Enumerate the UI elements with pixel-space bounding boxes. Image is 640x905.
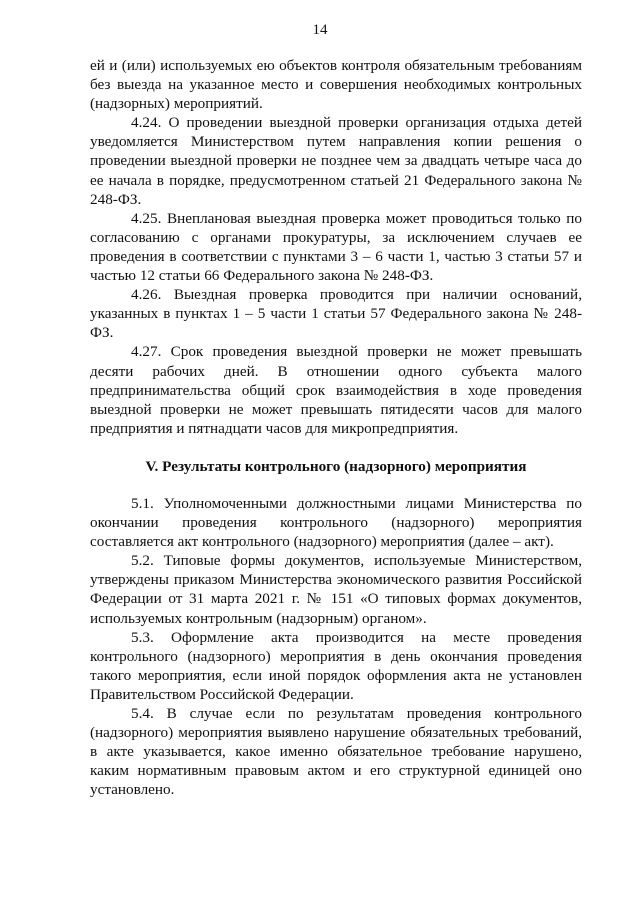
paragraph-5-2: 5.2. Типовые формы документов, используемые Министерством, утверждены приказом Министерства экономического развития Российской Федерации от 31 марта 2021 г. № 151 «О типовых формах документов, используемых контрольным (надзорным) органом». (90, 552, 582, 627)
paragraph-5-4: 5.4. В случае если по результатам проведения контрольного (надзорного) мероприятия выявлено нарушение обязательных требований, в акте указывается, какое именно обязательное требование нарушено, каким нормативным правовым актом и его структурной единицей оно установлено. (90, 705, 582, 799)
paragraph-5-1: 5.1. Уполномоченными должностными лицами Министерства по окончании проведения контрольного (надзорного) мероприятия составляется акт контрольного (надзорного) мероприятия (далее – акт). (90, 494, 582, 551)
paragraph-5-3: 5.3. Оформление акта производится на месте проведения контрольного (надзорного) мероприятия в день окончания проведения такого мероприятия, если иной порядок оформления акта не установлен Правительством Российской Федерации. (90, 628, 582, 703)
paragraph-4-25: 4.25. Внеплановая выездная проверка может проводиться только по согласованию с органами прокуратуры, за исключением случаев ее проведения в соответствии с пунктами 3 – 6 части 1, частью 3 статьи 57 и частью 12 статьи 66 Федерального закона № 248-ФЗ. (90, 209, 582, 285)
document-body (90, 56, 582, 799)
page-number: 14 (312, 22, 328, 38)
section-heading: V. Результаты контрольного (надзорного) мероприятия (145, 457, 527, 475)
paragraph-4-24: 4.24. О проведении выездной проверки организация отдыха детей уведомляется Министерством путем направления копии решения о проведении выездной проверки не позднее чем за двадцать четыре часа до ее начала в порядке, предусмотренном статьей 21 Федерального закона № 248-ФЗ. (90, 114, 582, 208)
paragraph-4-27: 4.27. Срок проведения выездной проверки не может превышать десяти рабочих дней. В отношении одного субъекта малого предпринимательства общий срок взаимодействия в ходе проведения выездной проверки не может превышать пятидесяти часов для малого предприятия и пятнадцати часов для микропредприятия. (90, 343, 582, 437)
paragraph-continuation: ей и (или) используемых ею объектов контроля обязательным требованиям без выезда на указанное место и совершения необходимых контрольных (надзорных) мероприятий. (90, 57, 582, 113)
paragraph-4-26: 4.26. Выездная проверка проводится при наличии оснований, указанных в пунктах 1 – 5 части 1 статьи 57 Федерального закона № 248-ФЗ. (90, 286, 582, 342)
